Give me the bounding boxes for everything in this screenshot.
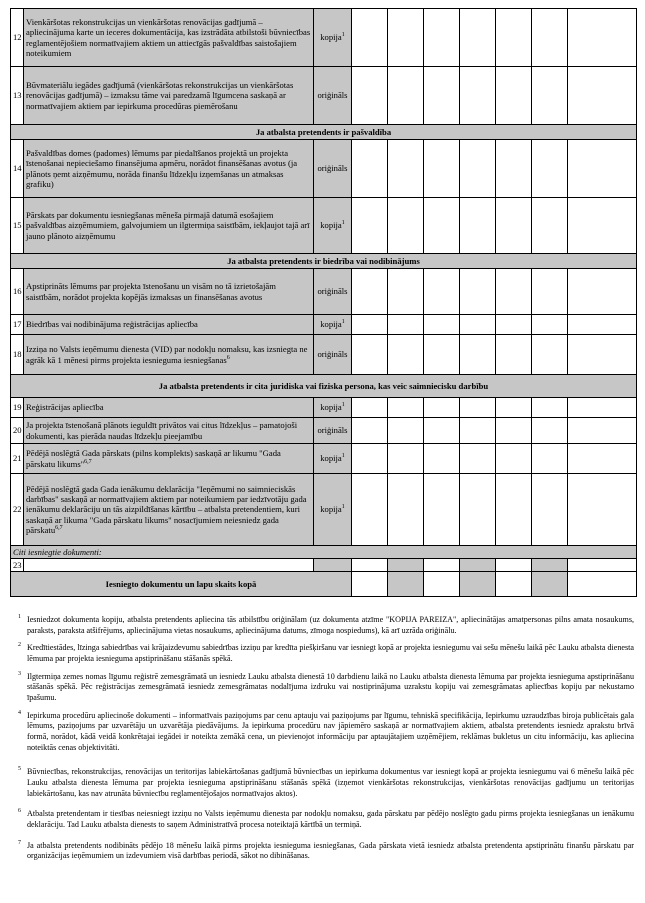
row-number: 23 bbox=[11, 559, 24, 572]
row-description: Pašvaldības domes (padomes) lēmums par piedalīšanos projektā un projekta īstenošanai nepieciešamo finansējuma apmēru, norādot finansēšanas avotus (ja plānots ņemt aizņēmumu, norāda finanšu līdzekļu izņemšanas un atmaksas grafiku) bbox=[24, 140, 314, 198]
row-number: 21 bbox=[11, 444, 24, 474]
table-row bbox=[11, 444, 637, 474]
row-number: 16 bbox=[11, 269, 24, 315]
row-description: Izziņa no Valsts ieņēmumu dienesta (VID) par nodokļu nomaksu, kas izsniegta ne agrāk kā 1 mēnesi pirms projekta iesnieguma iesniegšanas$^6$ bbox=[24, 335, 314, 375]
table-row bbox=[11, 335, 637, 375]
total-row: Iesniegto dokumentu un lapu skaits kopā bbox=[11, 572, 637, 597]
other-documents-header: Citi iesniegtie dokumenti: bbox=[11, 546, 637, 559]
row-description: Pārskats par dokumentu iesniegšanas mēneša pirmajā datumā esošajiem pašvaldības aizņēmumiem, galvojumiem un ilgtermiņa saistībām, iekļaujot tajā arī jauno plānoto aizņēmumu bbox=[24, 198, 314, 254]
table-row bbox=[11, 9, 637, 67]
footnote: 6 Atbalsta pretendentam ir tiesības neiesniegt izziņu no Valsts ieņēmumu dienesta par nodokļu nomaksu, gada pārskatu par pēdējo noslēgto gadu pirms projekta iesniegšanas un ienākumu deklarāciju. Tad Lauku atbalsta dienests to saņem Administratīvā procesa noteiktajā kārtībā un termiņā. bbox=[18, 808, 634, 830]
document-type: oriģināls bbox=[314, 418, 352, 444]
row-description: Būvmateriālu iegādes gadījumā (vienkāršotas rekonstrukcijas un vienkāršotas renovācijas gadījumā) – izmaksu tāme vai paredzamā līgumcena saskaņā ar normatīvajiem aktiem par iepirkuma procedūras piemērošanu bbox=[24, 67, 314, 125]
document-type: kopija$^1$ bbox=[314, 474, 352, 546]
other-document-input[interactable] bbox=[24, 559, 314, 572]
document-type: oriģināls bbox=[314, 335, 352, 375]
row-number: 18 bbox=[11, 335, 24, 375]
row-number: 22 bbox=[11, 474, 24, 546]
document-type: kopija$^1$ bbox=[314, 198, 352, 254]
table-row bbox=[11, 398, 637, 418]
footnote: 2 Kredītiestādes, līzinga sabiedrības vai krājaizdevumu sabiedrības izziņu par kredīta piešķiršanu var iesniegt kopā ar projekta iesniegumu vai sešu mēnešu laikā pēc Lauku atbalsta dienesta lēmuma par projekta iesnieguma apstiprināšanu stāšanās spēkā. bbox=[18, 642, 634, 664]
table-row bbox=[11, 140, 637, 198]
footnotes bbox=[18, 614, 634, 862]
row-description: Biedrības vai nodibinājuma reģistrācijas apliecība bbox=[24, 315, 314, 335]
section-header: Ja atbalsta pretendents ir biedrība vai nodibinājums bbox=[11, 254, 637, 269]
document-type: kopija$^1$ bbox=[314, 444, 352, 474]
document-type: oriģināls bbox=[314, 269, 352, 315]
table-row bbox=[11, 67, 637, 125]
section-header: Ja atbalsta pretendents ir pašvaldība bbox=[11, 125, 637, 140]
row-description: Ja projekta īstenošanā plānots ieguldīt privātos vai citus līdzekļus – pamatojoši dokumenti, kas pierāda naudas līdzekļu pieejamību bbox=[24, 418, 314, 444]
row-number: 20 bbox=[11, 418, 24, 444]
table-row bbox=[11, 269, 637, 315]
document-type: kopija$^1$ bbox=[314, 9, 352, 67]
row-number: 15 bbox=[11, 198, 24, 254]
table-row bbox=[11, 315, 637, 335]
row-description: Apstiprināts lēmums par projekta īstenošanu un visām no tā izrietošajām saistībām, norādot projekta kopējās izmaksas un finansēšanas avotus bbox=[24, 269, 314, 315]
row-description: Vienkāršotas rekonstrukcijas un vienkāršotas renovācijas gadījumā – apliecinājuma karte un ieceres dokumentācija, kas izstrādāta atbilstoši būvniecības reglamentējošiem normatīvajiem aktiem un attiecīgās pašvaldības saistošajiem noteikumiem bbox=[24, 9, 314, 67]
table-row bbox=[11, 198, 637, 254]
section-header: Ja atbalsta pretendents ir cita juridiska vai fiziska persona, kas veic saimniecisku darbību bbox=[11, 375, 637, 398]
footnote: 4 Iepirkuma procedūru apliecinoše dokumenti – informatīvais paziņojums par cenu aptauju vai paziņojums par līgumu, tehniskā specifikācija, Iepirkumu uzraudzības biroja publicētais gala lēmums, paziņojums par uzvarētāju un uzvarētāja piedāvājums. Ja iepirkuma procedūru nav jāpiemēro saskaņā ar normatīvajiem aktiem, atbalsta pretendents iesniedz aprakstu brīvā formā, norādot, kādā veidā konkrētajai iegādei ir noteikta zemākā cena, un pievienojot informāciju par aptaujātajiem uzņēmējiem, reklāmas bukletus un citu informāciju, kas apliecina noteiktās cenas objektivitāti. bbox=[18, 709, 634, 752]
footnote: 3 Ilgtermiņa zemes nomas līgumu reģistrē zemesgrāmatā un iesniedz Lauku atbalsta dienestā 10 darbdienu laikā no Lauku atbalsta dienesta lēmuma par projekta iesnieguma apstiprināšanu stāšanās spēkā. Pēc reģistrācijas zemesgrāmatā iesniedz zemesgrāmatas nodalījuma izdruku vai nostiprinājuma uzrakstu kopiju vai zemesgrāmatas apliecības kopiju par nekustamo īpašumu. bbox=[18, 670, 634, 703]
row-number: 17 bbox=[11, 315, 24, 335]
table-row bbox=[11, 418, 637, 444]
document-type: kopija$^1$ bbox=[314, 398, 352, 418]
row-number: 14 bbox=[11, 140, 24, 198]
table-row bbox=[11, 559, 637, 572]
document-type: oriģināls bbox=[314, 67, 352, 125]
document-type: kopija$^1$ bbox=[314, 315, 352, 335]
footnote: 1 Iesniedzot dokumenta kopiju, atbalsta pretendents apliecina tās atbilstību oriģinālam (uz dokumenta atzīme "KOPIJA PAREIZA", apliecinātājas amatpersonas pilns amata nosaukums, paraksts, paraksta atšifrējums, apliecinājuma vietas nosaukums, apliecinājuma datums, zīmoga nospiedums), kā arī uzrāda oriģinālu. bbox=[18, 614, 634, 635]
row-number: 12 bbox=[11, 9, 24, 67]
row-description: Reģistrācijas apliecība bbox=[24, 398, 314, 418]
row-description: Pēdējā noslēgtā Gada pārskats (pilns komplekts) saskaņā ar likumu "Gada pārskatu likums"$^{6,7}$ bbox=[24, 444, 314, 474]
row-number: 19 bbox=[11, 398, 24, 418]
row-description: Pēdējā noslēgtā gada Gada ienākumu deklarācija "Ieņēmumi no saimnieciskās darbības" saskaņā ar normatīvajiem aktiem par noteikumiem par iedzīvotāju gada ienākumu deklarāciju un tās aizpildīšanas kārtību – atbalsta pretendentiem, kuri saskaņā ar likuma "Gada pārskatu likums" nosacījumiem neiesniedz gada pārskatu$^{6,7}$ bbox=[24, 474, 314, 546]
footnote: 5 Būvniecības, rekonstrukcijas, renovācijas un teritorijas labiekārtošanas gadījumā būvniecības un iepirkuma dokumentus var iesniegt kopā ar projekta iesniegumu vai 6 mēnešu laikā pēc Lauku atbalsta dienesta lēmuma par projekta iesnieguma apstiprināšanu stāšanās spēkā (izņemot vienkāršotas rekonstrukcijas, vienkāršotas renovācijas gadījumu un teritorijas labiekārtošanu, kas nav atrunāta būvniecību reglamentējošajos normatīvajos aktos). bbox=[18, 766, 634, 798]
row-number: 13 bbox=[11, 67, 24, 125]
document-type: oriģināls bbox=[314, 140, 352, 198]
table-row bbox=[11, 474, 637, 546]
documents-table bbox=[10, 8, 637, 597]
footnote: 7 Ja atbalsta pretendents nodibināts pēdējo 18 mēnešu laikā pirms projekta iesnieguma iesniegšanas, Gada pārskata vietā iesniedz atbalsta pretendenta apstiprinātu finanšu pārskatu par organizācijas ieņēmumiem un izdevumiem visā darbības periodā, sākot no dibināšanas. bbox=[18, 839, 634, 861]
